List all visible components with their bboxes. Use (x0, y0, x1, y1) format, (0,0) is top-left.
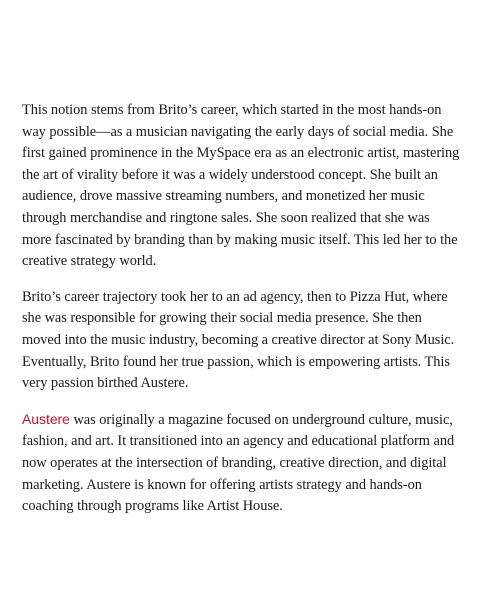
paragraph-text: Brito’s career trajectory took her to an ad agency, then to Pizza Hut, where she was responsible for growing their social media presence. She then moved into the music industry, becoming a creative director at Sony Music. Eventually, Brito found her true passion, which is empowering artists. This very passion birthed Austere. (22, 288, 455, 392)
paragraph-text: This notion stems from Brito’s career, which started in the most hands-on way possible—as a musician navigating the early days of social media. She first gained prominence in the MySpace era as an electronic artist, mastering the art of virality before it was a widely understood concept. She built an audience, drove massive streaming numbers, and monetized her music through merchandise and ringtone sales. She soon realized that she was more fascinated by branding than by making music itself. This led her to the creative strategy world. (22, 102, 460, 270)
article-body (22, 100, 462, 532)
austere-link[interactable]: Austere (22, 410, 70, 427)
paragraph-career-trajectory (22, 287, 462, 395)
paragraph-career-origins (22, 100, 462, 273)
paragraph-text: was originally a magazine focused on underground culture, music, fashion, and art. It transitioned into an agency and educational platform and now operates at the intersection of branding, creative direction, and digital marketing. Austere is known for offering artists strategy and hands-on coaching through programs like Artist House. (22, 411, 455, 515)
paragraph-austere (22, 409, 462, 518)
